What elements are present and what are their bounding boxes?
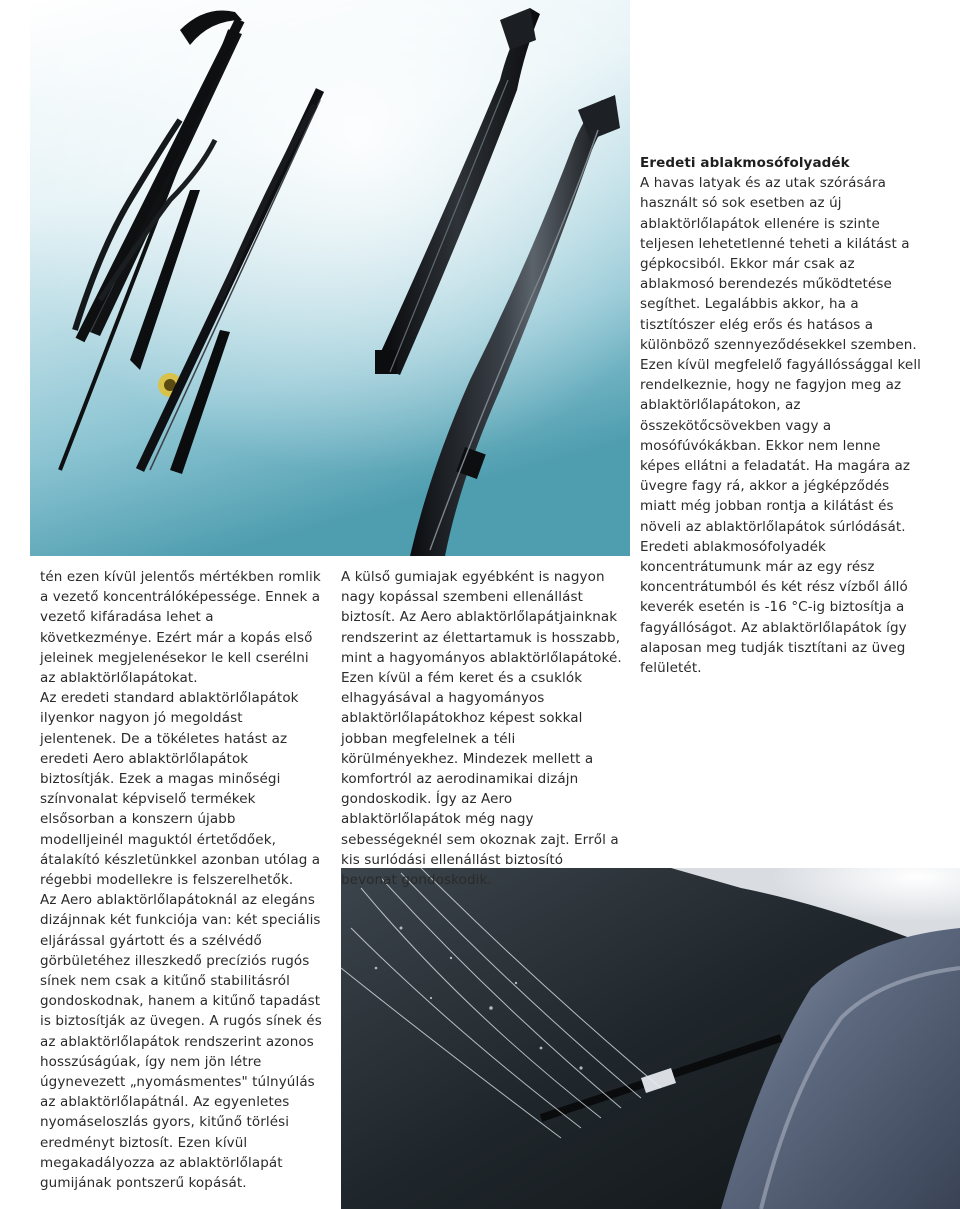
paragraph: Az Aero ablaktörlőlapátoknál az elegáns dizájnnak két funkciója van: két speciális eljárással gyártott és a szélvédő görbületéhez illeszkedő precíziós rugós sínek nem csak a kitűnő stabilitásról gondoskodnak, hanem a kitűnő tapadást is biztosítják az üvegen. A rugós sínek és az ablaktörlőlapátok rendszerint azonos hosszúságúak, így nem jön létre úgynevezett „nyomásmentes" túlnyúlás az ablaktörlőlapátnál. Az egyenletes nyomáseloszlás gyors, kitűnő törlési eredményt biztosít. Ezen kívül megakadályozza az ablaktörlőlapát gumijának pontszerű kopását. bbox=[40, 892, 322, 1192]
text-column-right bbox=[640, 153, 924, 678]
wiper-blades-photo bbox=[30, 0, 630, 556]
paragraph: A külső gumiajak egyébként is nagyon nagy kopással szembeni ellenállást biztosít. Az Aero ablaktörlőlapátjainknak rendszerint az élettartamuk is hosszabb, mint a hagyományos ablaktörlőlapátoké. Ezen kívül a fém keret és a csuklók elhagyásával a hagyományos ablaktörlőlapátokhoz képest sokkal jobban megfelelnek a téli körülményekhez. Mindezek mellett a komfortról az aerodinamikai dizájn gondoskodik. Így az Aero ablaktörlőlapátok még nagy sebességeknél sem okoznak zajt. Erről a kis surlódási ellenállást biztosító bevonat gondoskodik. bbox=[341, 569, 622, 889]
text-column-middle bbox=[341, 567, 623, 890]
paragraph: Az eredeti standard ablaktörlőlapátok ilyenkor nagyon jó megoldást jelentenek. De a tökéletes hatást az eredeti Aero ablaktörlőlapátok biztosítják. Ezek a magas minőségi színvonalat képviselő termékek elsősorban a konszern újabb modelljeinél maguktól értetődőek, átalakító készletünkkel azonban utólag a régebbi modellekre is felszerelhetők. bbox=[40, 690, 321, 889]
windshield-washer-photo bbox=[341, 868, 960, 1209]
paragraph: A havas latyak és az utak szórására használt só sok esetben az új ablaktörlőlapátok ellenére is szinte teljesen lehetetlenné teheti a kilátást a gépkocsiból. Ekkor már csak az ablakmosó berendezés működtetése segíthet. Legalábbis akkor, ha a tisztítószer elég erős és hatásos a különböző szennyeződésekkel szemben. Ezen kívül megfelelő fagyállóssággal kell rendelkeznie, hogy ne fagyjon meg az ablaktörlőlapátokon, az összekötőcsövekben vagy a mosófúvókákban. Ekkor nem lenne képes ellátni a feladatát. Ha magára az üvegre fagy rá, akkor a jégképződés miatt még jobban rontja a kilátást és növeli az ablaktörlőlapátok súrlódását. Eredeti ablakmosófolyadék koncentrátumunk már az egy rész koncentrátumból és két rész vízből álló keverék esetén is -16 °C-ig biztosítja a fagyállóságot. Az ablaktörlőlapátok így alaposan meg tudják tisztítani az üveg felületét. bbox=[640, 175, 922, 677]
paragraph: tén ezen kívül jelentős mértékben romlik a vezető koncentrálóképessége. Ennek a vezető kifáradása lehet a következménye. Ezért már a kopás első jeleinek megjelenésekor le kell cserélni az ablaktörlőlapátokat. bbox=[40, 569, 321, 687]
section-heading: Eredeti ablakmosófolyadék bbox=[640, 155, 850, 171]
text-column-left bbox=[40, 567, 322, 1193]
